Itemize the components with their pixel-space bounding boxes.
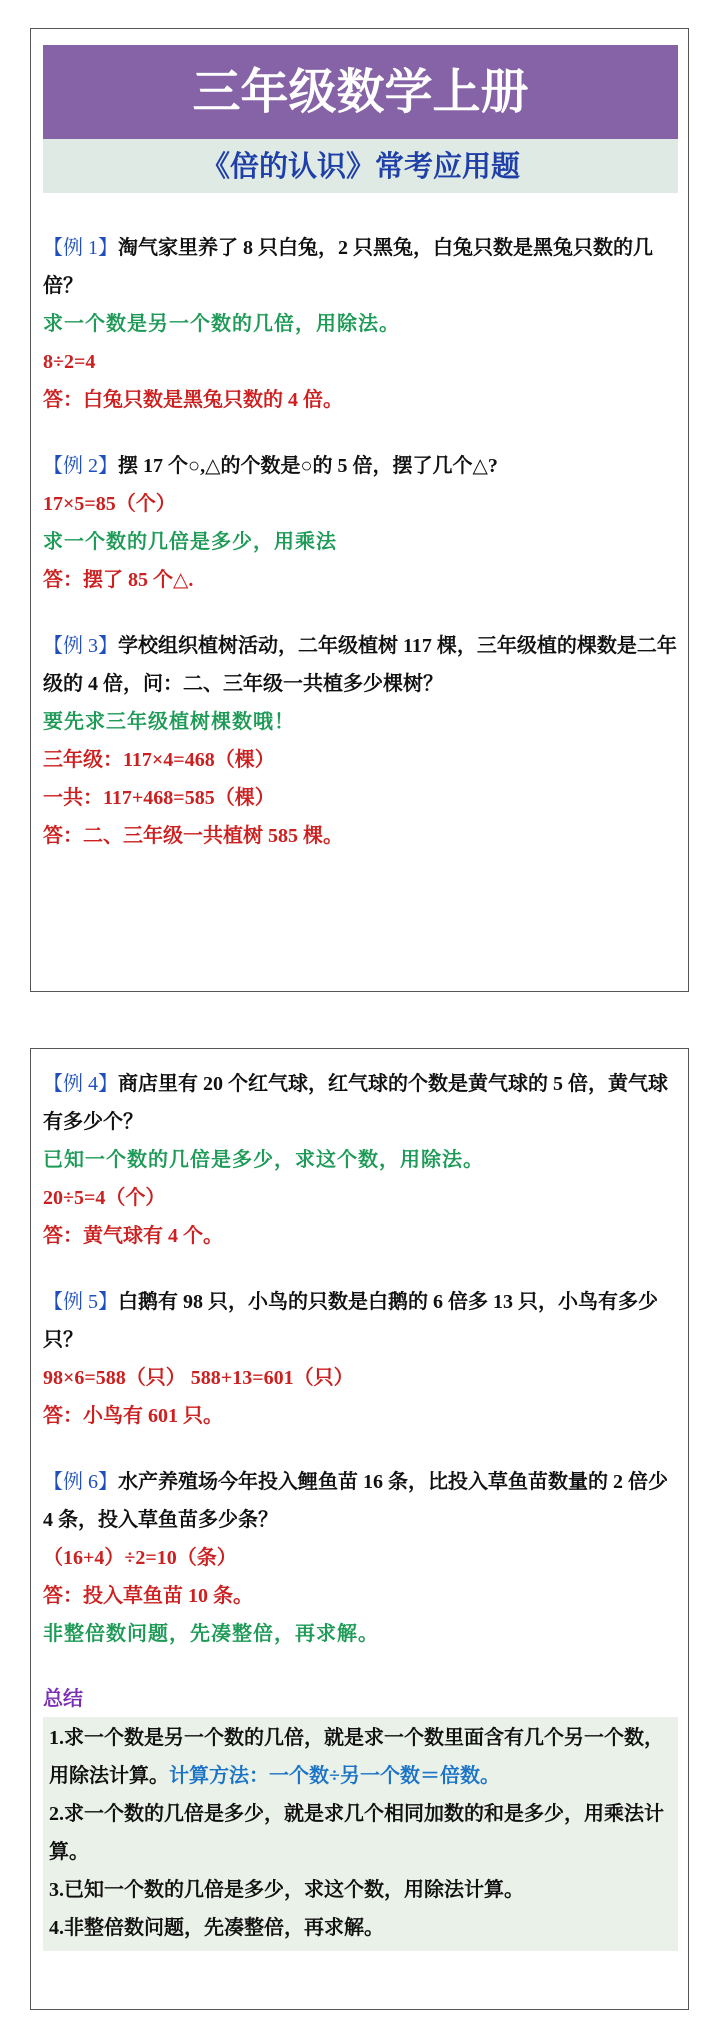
- example-1: [43, 229, 678, 419]
- solution-line: 8÷2=4: [43, 351, 96, 373]
- example-5: [43, 1283, 678, 1435]
- solution-line: 98×6=588（只） 588+13=601（只）: [43, 1367, 354, 1389]
- example-tag: 【例 4】: [43, 1073, 118, 1095]
- solution-line: 一共：117+468=585（棵）: [43, 787, 275, 809]
- calculation-method: 计算方法：一个数÷另一个数＝倍数。: [169, 1765, 500, 1787]
- solution-line: 求一个数的几倍是多少，用乘法: [43, 531, 337, 553]
- page-two: [30, 1048, 689, 2010]
- example-tag: 【例 3】: [43, 635, 118, 657]
- example-question: 【例 2】摆 17 个○,△的个数是○的 5 倍，摆了几个△?: [43, 455, 498, 477]
- summary-item: 4.非整倍数问题，先凑整倍，再求解。: [49, 1917, 384, 1939]
- page-title: 三年级数学上册: [43, 45, 678, 139]
- example-4: [43, 1065, 678, 1255]
- answer-line: 答：二、三年级一共植树 585 棵。: [43, 825, 343, 847]
- answer-line: 答：白兔只数是黑兔只数的 4 倍。: [43, 389, 343, 411]
- example-question: 【例 5】白鹅有 98 只，小鸟的只数是白鹅的 6 倍多 13 只，小鸟有多少只？: [43, 1291, 658, 1351]
- answer-line: 答：摆了 85 个△.: [43, 569, 194, 591]
- answer-line: 答：投入草鱼苗 10 条。: [43, 1585, 253, 1607]
- example-tag: 【例 5】: [43, 1291, 118, 1313]
- example-3: [43, 627, 678, 855]
- example-6: [43, 1463, 678, 1653]
- examples-section-1: [43, 229, 678, 883]
- solution-line: 17×5=85（个）: [43, 493, 176, 515]
- solution-line: 非整倍数问题，先凑整倍，再求解。: [43, 1623, 379, 1645]
- example-tag: 【例 6】: [43, 1471, 118, 1493]
- example-tag: 【例 2】: [43, 455, 118, 477]
- page-one: [30, 28, 689, 992]
- answer-line: 答：小鸟有 601 只。: [43, 1405, 223, 1427]
- example-question: 【例 4】商店里有 20 个红气球，红气球的个数是黄气球的 5 倍，黄气球有多少个？: [43, 1073, 668, 1133]
- summary-title: 总结: [43, 1688, 83, 1710]
- example-tag: 【例 1】: [43, 237, 118, 259]
- solution-line: 20÷5=4（个）: [43, 1187, 166, 1209]
- answer-line: 答：黄气球有 4 个。: [43, 1225, 223, 1247]
- examples-section-2: [43, 1065, 678, 1951]
- summary-item: 2.求一个数的几倍是多少，就是求几个相同加数的和是多少，用乘法计算。: [49, 1803, 664, 1863]
- summary-item: 3.已知一个数的几倍是多少，求这个数，用除法计算。: [49, 1879, 524, 1901]
- page-subtitle: 《倍的认识》常考应用题: [43, 139, 678, 193]
- summary-item: 1.求一个数是另一个数的几倍，就是求一个数里面含有几个另一个数，用除法计算。计算方法：一个数÷另一个数＝倍数。: [49, 1727, 664, 1787]
- example-question: 【例 1】淘气家里养了 8 只白兔，2 只黑兔，白兔只数是黑兔只数的几倍？: [43, 237, 653, 297]
- example-question: 【例 3】学校组织植树活动，二年级植树 117 棵，三年级植的棵数是二年级的 4 倍，问：二、三年级一共植多少棵树？: [43, 635, 677, 695]
- example-2: [43, 447, 678, 599]
- example-question: 【例 6】水产养殖场今年投入鲤鱼苗 16 条，比投入草鱼苗数量的 2 倍少 4 条，投入草鱼苗多少条？: [43, 1471, 668, 1531]
- solution-line: 三年级：117×4=468（棵）: [43, 749, 275, 771]
- solution-line: 要先求三年级植树棵数哦！: [43, 711, 295, 733]
- solution-line: （16+4）÷2=10（条）: [43, 1547, 237, 1569]
- solution-line: 求一个数是另一个数的几倍，用除法。: [43, 313, 400, 335]
- summary-box: [43, 1717, 678, 1951]
- solution-line: 已知一个数的几倍是多少，求这个数，用除法。: [43, 1149, 484, 1171]
